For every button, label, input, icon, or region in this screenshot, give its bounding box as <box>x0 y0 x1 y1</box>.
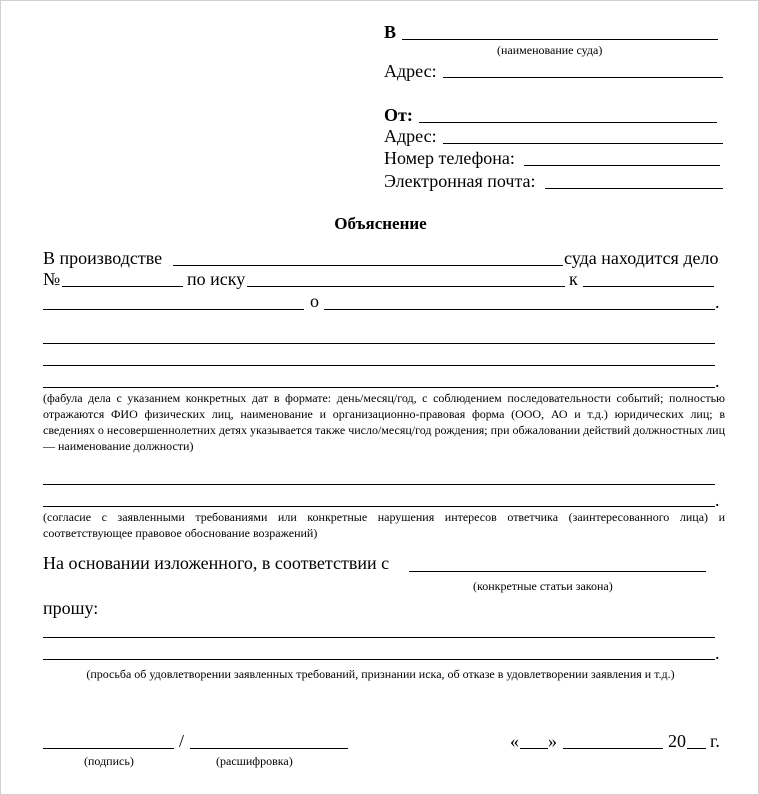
document-title: Объяснение <box>334 214 427 233</box>
date-year-field[interactable] <box>687 748 706 749</box>
request-period: . <box>715 643 720 663</box>
email-label: Электронная почта: <box>384 171 536 191</box>
date-day-field[interactable] <box>520 748 548 749</box>
court-address-label: Адрес: <box>384 61 437 81</box>
defendant-field[interactable] <box>583 286 714 287</box>
claim-label: по иску <box>187 269 246 289</box>
law-articles-field[interactable] <box>409 571 706 572</box>
signature-slash: / <box>179 731 185 751</box>
court-name-caption: (наименование суда) <box>497 43 603 57</box>
from-label: От: <box>384 105 413 125</box>
number-sign: № <box>43 269 61 289</box>
basis-label: На основании изложенного, в соответствии с <box>43 553 390 573</box>
request-label: прошу: <box>43 598 99 618</box>
case-pending-label: суда находится дело <box>564 248 719 268</box>
fabula-period: . <box>715 371 720 391</box>
agreement-period: . <box>715 490 720 510</box>
agreement-note: (согласие с заявленными требованиями или конкретные нарушения интересов ответчика (заинтересованного лица) и соответствующее правовое обоснование возражений) <box>43 510 725 540</box>
subject-field[interactable] <box>324 309 715 310</box>
signature-caption: (подпись) <box>84 754 134 768</box>
year-suffix: г. <box>710 731 720 751</box>
fabula-line-3[interactable] <box>43 387 715 388</box>
request-line-1[interactable] <box>43 637 715 638</box>
date-open-quote: « <box>510 731 519 751</box>
court-field[interactable] <box>173 265 563 266</box>
line3-period: . <box>715 292 720 312</box>
production-label: В производстве <box>43 248 163 268</box>
to-label: В <box>384 22 397 42</box>
phone-field[interactable] <box>524 165 720 166</box>
fabula-line-2[interactable] <box>43 365 715 366</box>
phone-label: Номер телефона: <box>384 148 515 168</box>
date-close-quote: » <box>548 731 557 751</box>
against-label: к <box>569 269 578 289</box>
defendant-field-cont[interactable] <box>43 309 304 310</box>
plaintiff-field[interactable] <box>247 286 565 287</box>
agreement-line-2[interactable] <box>43 506 715 507</box>
court-address-field[interactable] <box>443 77 723 78</box>
signature-field[interactable] <box>43 748 174 749</box>
court-name-field[interactable] <box>402 39 718 40</box>
email-field[interactable] <box>545 188 723 189</box>
about-label: о <box>310 291 319 311</box>
case-number-field[interactable] <box>62 286 183 287</box>
request-line-2[interactable] <box>43 659 715 660</box>
decoding-caption: (расшифровка) <box>216 754 293 768</box>
fabula-note: (фабула дела с указанием конкретных дат в формате: день/месяц/год, с соблюдением последовательности событий; полностью отражаются ФИО физических лиц, наименование и организационно-правовая форма (ООО, АО и т.д.) юридических лиц; в сведениях о несовершеннолетних детях указывается также число/месяц/год рождения; при обжаловании действий должностных лиц — наименование должности) <box>43 391 725 453</box>
request-note: (просьба об удовлетворении заявленных требований, признании иска, об отказе в удовлетворении заявления и т.д.) <box>86 667 675 681</box>
decoding-field[interactable] <box>190 748 348 749</box>
from-name-field[interactable] <box>419 122 717 123</box>
date-month-field[interactable] <box>563 748 663 749</box>
fabula-line-1[interactable] <box>43 343 715 344</box>
law-articles-caption: (конкретные статьи закона) <box>473 579 613 593</box>
agreement-line-1[interactable] <box>43 484 715 485</box>
from-address-label: Адрес: <box>384 126 437 146</box>
year-prefix: 20 <box>668 731 686 751</box>
from-address-field[interactable] <box>443 143 723 144</box>
